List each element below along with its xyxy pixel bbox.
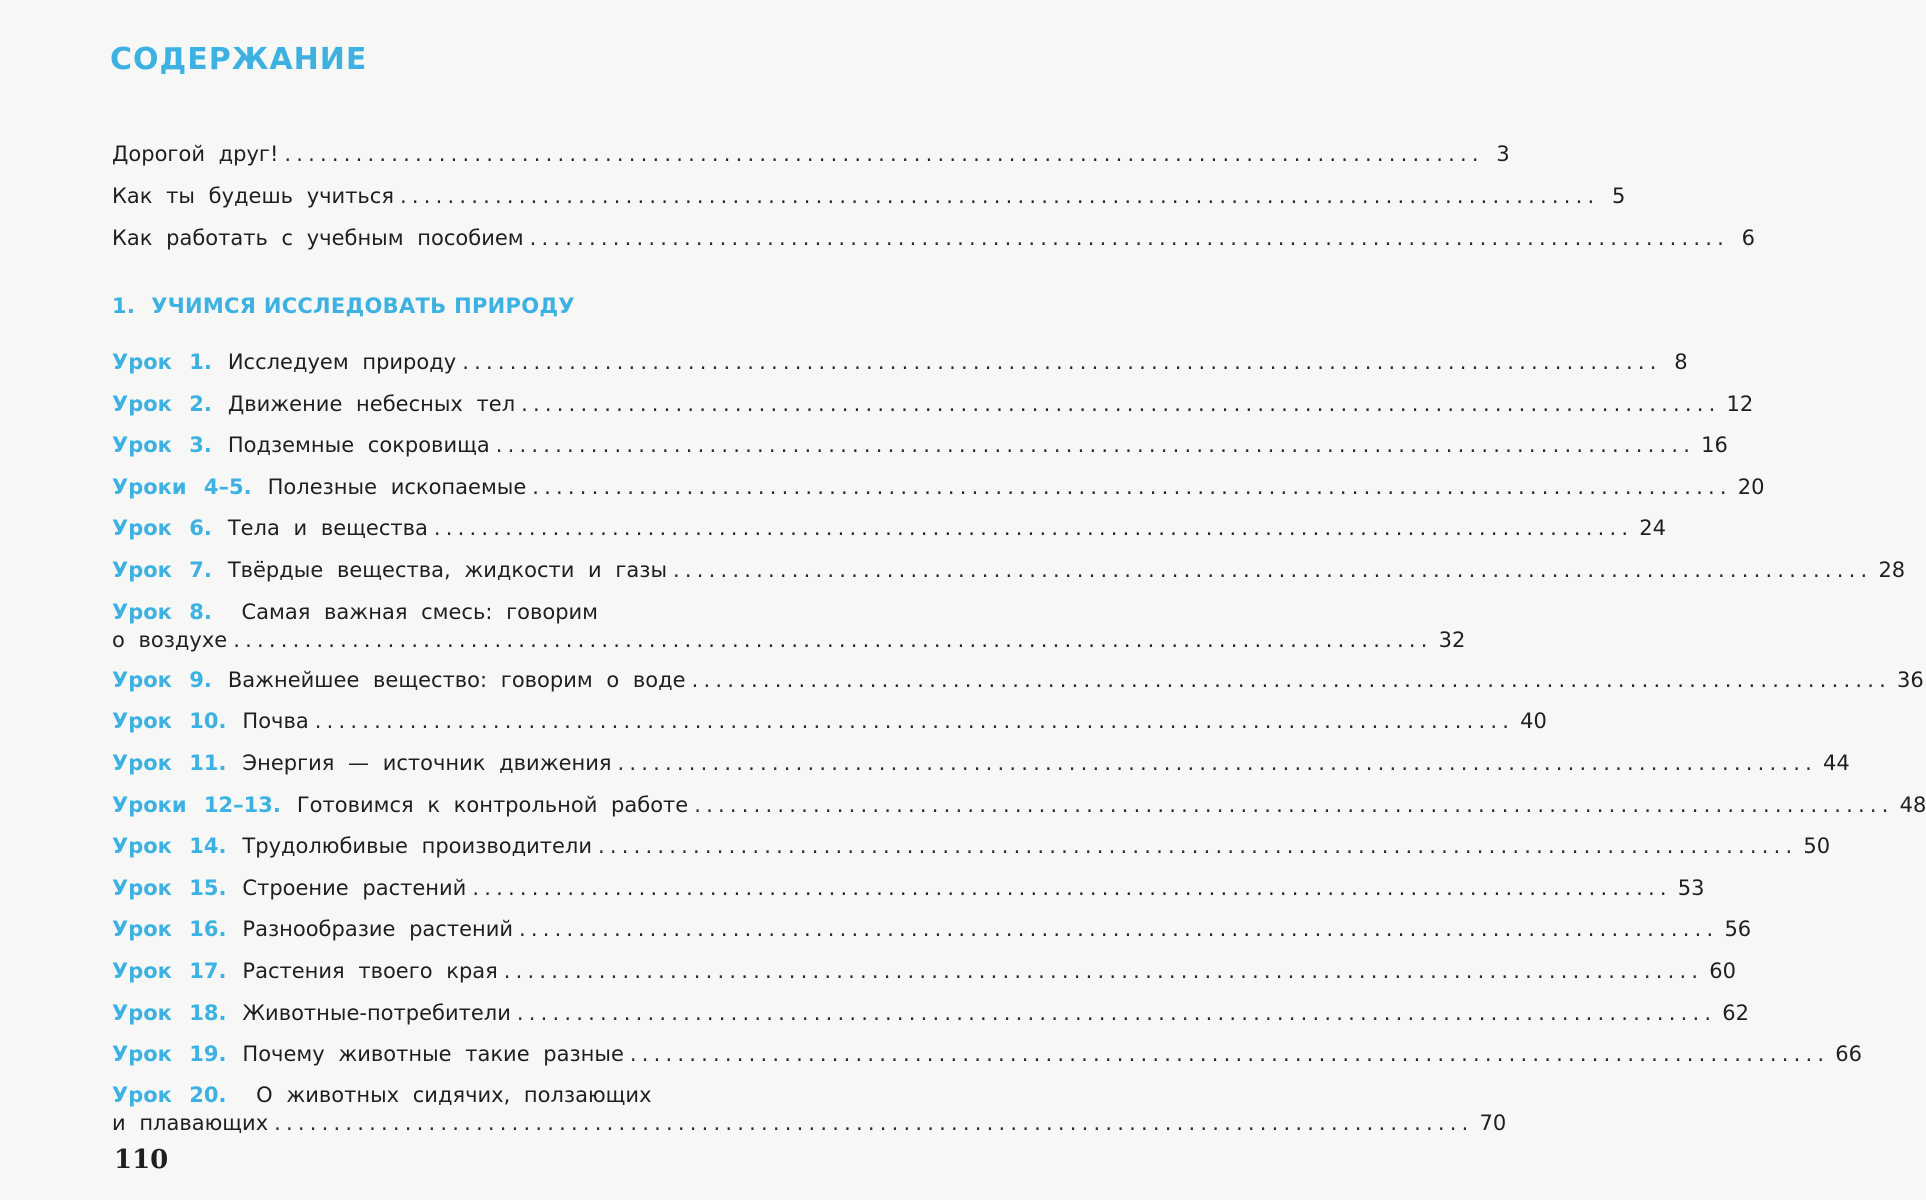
lesson-label: Урок 2. [112, 392, 212, 416]
lesson-title: Строение растений [242, 876, 467, 900]
toc-lesson-entry[interactable] [112, 1079, 1507, 1143]
lesson-label: Уроки 12–13. [112, 793, 281, 817]
toc-page-number: 56 [1724, 917, 1752, 941]
dot-leader: ..................................................................................................... [629, 1042, 1830, 1066]
dot-leader: ..................................................................................................... [617, 751, 1817, 775]
toc-page-number: 62 [1722, 1001, 1749, 1025]
toc-lesson-entry[interactable] [112, 997, 1749, 1029]
lesson-title: Полезные ископаемые [267, 475, 527, 499]
toc-page-number: 6 [1741, 226, 1756, 250]
toc-entry-text: Дорогой друг! [112, 142, 279, 166]
lesson-label: Урок 9. [112, 668, 212, 692]
toc-page-number: 5 [1612, 184, 1626, 208]
dot-leader: ..................................................................................................... [532, 475, 1732, 499]
toc-entry-text: Как ты будешь учиться [112, 184, 394, 208]
toc-page-number: 66 [1835, 1042, 1863, 1066]
toc-page-number: 24 [1639, 516, 1667, 540]
toc-page-number: 36 [1896, 668, 1924, 692]
toc-page-number: 48 [1899, 793, 1926, 817]
lesson-label: Урок 16. [112, 917, 227, 941]
lesson-title: О животных сидячих, ползающих [256, 1083, 652, 1107]
toc-lesson-entry[interactable] [112, 955, 1736, 987]
dot-leader: ..................................................................................................... [691, 668, 1891, 692]
lesson-label: Урок 3. [112, 433, 212, 457]
lesson-title: Твёрдые вещества, жидкости и газы [227, 558, 668, 582]
toc-page-number: 53 [1677, 876, 1705, 900]
dot-leader: ..................................................................................................... [274, 1111, 1474, 1135]
toc-page-number: 16 [1701, 433, 1728, 457]
lesson-title: Разнообразие растений [242, 917, 514, 941]
toc-lesson-entry[interactable] [112, 789, 1926, 821]
dot-leader: ..................................................................................................... [314, 709, 1515, 733]
toc-lesson-entry[interactable] [112, 429, 1728, 461]
toc-lesson-entry[interactable] [112, 830, 1831, 862]
lesson-title: Тела и вещества [227, 516, 428, 540]
page-number: 110 [114, 1145, 169, 1175]
section-heading [112, 294, 575, 318]
toc-lesson-entry[interactable] [112, 872, 1705, 904]
dot-leader: ..................................................................................................... [529, 226, 1730, 250]
toc-page-number: 12 [1726, 392, 1754, 416]
toc-lesson-entry[interactable] [112, 512, 1667, 544]
lesson-label: Урок 17. [112, 959, 227, 983]
dot-leader: ..................................................................................................... [597, 834, 1798, 858]
lesson-title: Готовимся к контрольной работе [296, 793, 689, 817]
lesson-title-continued: о воздухе [112, 628, 228, 652]
lesson-title: Почва [242, 709, 309, 733]
lesson-label: Уроки 4–5. [112, 475, 252, 499]
toc-lesson-entry[interactable] [112, 388, 1754, 420]
dot-leader: ..................................................................................................... [495, 433, 1696, 457]
section-number: 1. [112, 294, 136, 318]
lesson-title: Подземные сокровища [227, 433, 490, 457]
lesson-title-continued: и плавающих [112, 1111, 269, 1135]
lesson-label: Урок 6. [112, 516, 212, 540]
lesson-label: Урок 8. [112, 600, 212, 624]
lesson-title: Трудолюбивые производители [242, 834, 592, 858]
dot-leader: ..................................................................................................... [284, 142, 1484, 166]
dot-leader: ..................................................................................................... [519, 917, 1719, 941]
dot-leader: ..................................................................................................... [521, 392, 1721, 416]
lesson-label: Урок 10. [112, 709, 227, 733]
toc-page-number: 3 [1496, 142, 1510, 166]
toc-lesson-entry[interactable] [112, 664, 1924, 696]
dot-leader: ..................................................................................................... [516, 1001, 1717, 1025]
lesson-title: Животные-потребители [242, 1001, 511, 1025]
lesson-label: Урок 19. [112, 1042, 227, 1066]
toc-page-number: 20 [1737, 475, 1765, 499]
lesson-title: Исследуем природу [227, 350, 457, 374]
toc-lesson-entry[interactable] [112, 554, 1906, 586]
toc-page-number: 40 [1520, 709, 1547, 733]
toc-page-number: 8 [1674, 350, 1688, 374]
toc-lesson-entry[interactable] [112, 346, 1688, 378]
lesson-title: Растения твоего края [242, 959, 498, 983]
toc-entry[interactable] [112, 138, 1510, 170]
toc-entry[interactable] [112, 180, 1626, 212]
lesson-label: Урок 11. [112, 751, 227, 775]
dot-leader: ..................................................................................................... [503, 959, 1704, 983]
toc-page-number: 60 [1709, 959, 1736, 983]
toc-lesson-entry[interactable] [112, 913, 1752, 945]
toc-page-number: 44 [1822, 751, 1850, 775]
dot-leader: ..................................................................................................... [399, 184, 1600, 208]
dot-leader: ..................................................................................................... [694, 793, 1894, 817]
section-title: УЧИМСЯ ИССЛЕДОВАТЬ ПРИРОДУ [151, 294, 575, 318]
toc-page-number: 70 [1479, 1111, 1507, 1135]
lesson-label: Урок 14. [112, 834, 227, 858]
dot-leader: ..................................................................................................... [673, 558, 1873, 582]
lesson-title: Почему животные такие разные [242, 1042, 624, 1066]
toc-lesson-entry[interactable] [112, 471, 1765, 503]
toc-entry[interactable] [112, 222, 1756, 254]
toc-page-number: 50 [1803, 834, 1831, 858]
dot-leader: ..................................................................................................... [462, 350, 1662, 374]
lesson-title: Важнейшее вещество: говорим о воде [227, 668, 686, 692]
lesson-label: Урок 7. [112, 558, 212, 582]
toc-page-number: 32 [1438, 628, 1466, 652]
lesson-title: Движение небесных тел [227, 392, 516, 416]
toc-lesson-entry[interactable] [112, 747, 1850, 779]
page-title: СОДЕРЖАНИЕ [110, 42, 368, 77]
toc-lesson-entry[interactable] [112, 596, 1466, 660]
lesson-title: Энергия — источник движения [242, 751, 612, 775]
lesson-label: Урок 18. [112, 1001, 227, 1025]
toc-entry-text: Как работать с учебным пособием [112, 226, 524, 250]
lesson-label: Урок 1. [112, 350, 212, 374]
toc-lesson-entry[interactable] [112, 1038, 1863, 1070]
toc-page-number: 28 [1878, 558, 1906, 582]
lesson-title: Самая важная смесь: говорим [241, 600, 599, 624]
dot-leader: ..................................................................................................... [233, 628, 1433, 652]
lesson-label: Урок 15. [112, 876, 227, 900]
dot-leader: ..................................................................................................... [433, 516, 1634, 540]
lesson-label: Урок 20. [112, 1083, 227, 1107]
dot-leader: ..................................................................................................... [472, 876, 1672, 900]
toc-lesson-entry[interactable] [112, 705, 1547, 737]
